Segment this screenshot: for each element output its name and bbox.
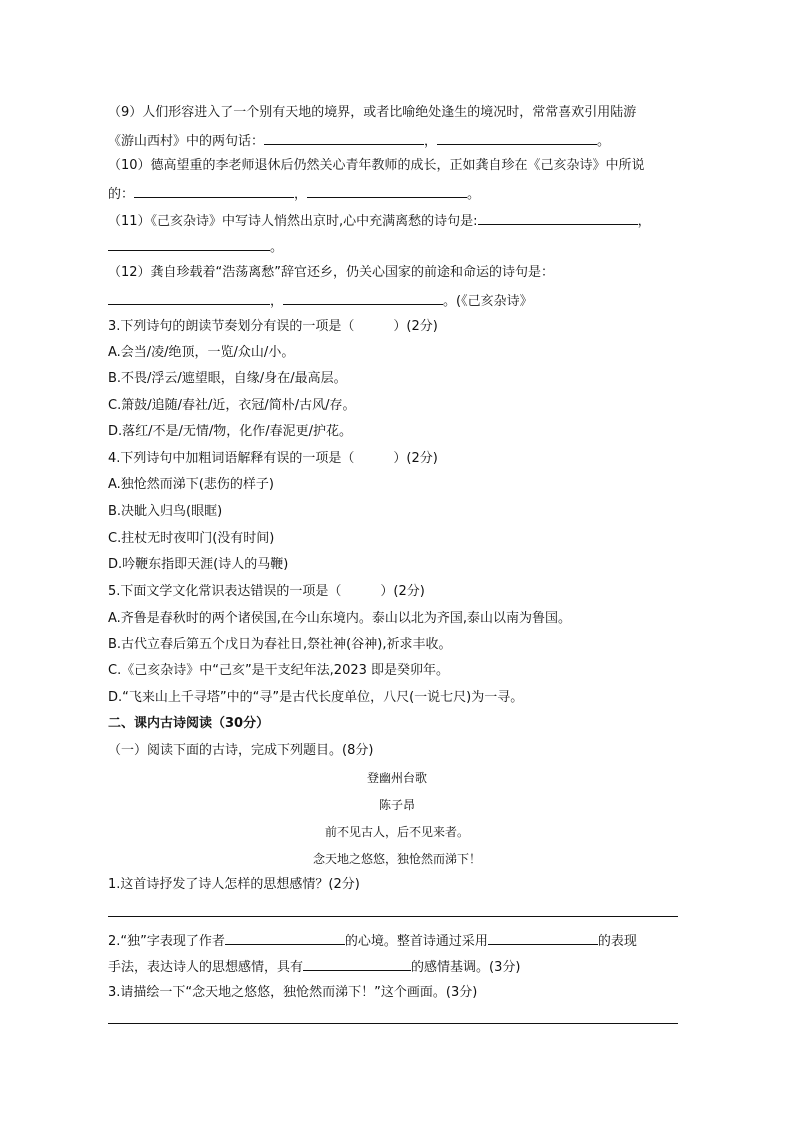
question-4-option-a[interactable]: A.独怆然而涕下(悲伤的样子) xyxy=(108,477,274,492)
answer-blank[interactable] xyxy=(264,131,424,145)
poem-question-2-text: 的表现 xyxy=(597,934,637,949)
question-4-option-d[interactable]: D.吟鞭东指即天涯(诗人的马鞭) xyxy=(108,557,289,572)
answer-blank[interactable] xyxy=(437,131,597,145)
question-4-stem: 4.下列诗句中加粗词语解释有误的一项是（ ）(2分) xyxy=(108,451,438,466)
answer-line[interactable] xyxy=(108,1023,678,1024)
question-3-option-a[interactable]: A.会当/凌/绝顶，一览/众山/小。 xyxy=(108,345,295,360)
answer-line[interactable] xyxy=(108,916,678,917)
poem-question-2-text: 的心境。整首诗通过采用 xyxy=(344,934,488,949)
comma: ， xyxy=(637,214,651,229)
question-5-option-d[interactable]: D.“飞来山上千寻塔”中的“寻”是古代长度单位，八尺(一说七尺)为一寻。 xyxy=(108,690,524,705)
poem-line-1: 前不见古人，后不见来者。 xyxy=(324,825,469,839)
subsection-1-heading: （一）阅读下面的古诗，完成下列题目。(8分) xyxy=(108,743,374,758)
poem-question-2-line-1 xyxy=(108,931,637,951)
answer-blank[interactable] xyxy=(225,931,345,945)
question-10-line-2 xyxy=(108,184,480,204)
poem-question-1: 1.这首诗抒发了诗人怎样的思想感情？(2分) xyxy=(108,877,360,892)
answer-blank[interactable] xyxy=(303,957,411,971)
question-5-stem: 5.下面文学文化常识表达错误的一项是（ ）(2分) xyxy=(108,584,425,599)
question-4-option-b[interactable]: B.决眦入归鸟(眼眶) xyxy=(108,504,223,519)
poem-title: 登幽州台歌 xyxy=(366,771,427,785)
question-5-option-b[interactable]: B.古代立春后第五个戊日为春社日,祭社神(谷神),祈求丰收。 xyxy=(108,637,452,652)
source-note: 。(《己亥杂诗》 xyxy=(443,294,533,309)
question-11-text: （11）《己亥杂诗》中写诗人悄然出京时,心中充满离愁的诗句是: xyxy=(108,214,478,229)
question-9-text: 《游山西村》中的两句话： xyxy=(108,134,265,149)
period: 。 xyxy=(467,187,481,202)
comma: ， xyxy=(270,294,284,309)
question-11-line-2 xyxy=(108,237,283,257)
poem-question-2-text: 手法，表达诗人的思想感情，具有 xyxy=(108,960,304,975)
period: 。 xyxy=(270,240,284,255)
poem-author: 陈子昂 xyxy=(378,798,415,812)
question-4-option-c[interactable]: C.拄杖无时夜叩门(没有时间) xyxy=(108,531,275,546)
answer-blank[interactable] xyxy=(283,291,443,305)
poem-question-2-text: 2.“独”字表现了作者 xyxy=(108,934,225,949)
answer-blank[interactable] xyxy=(307,184,467,198)
poem-question-3: 3.请描绘一下“念天地之悠悠，独怆然而涕下！”这个画面。(3分) xyxy=(108,985,478,1000)
answer-blank[interactable] xyxy=(134,184,294,198)
section-2-heading: 二、课内古诗阅读（30分） xyxy=(108,716,270,731)
answer-blank[interactable] xyxy=(108,291,270,305)
answer-blank[interactable] xyxy=(108,237,270,251)
question-11-line-1 xyxy=(108,211,651,231)
question-12-line-2 xyxy=(108,291,533,311)
question-12-line-1: （12）龚自珍载着“浩荡离愁”辞官还乡，仍关心国家的前途和命运的诗句是： xyxy=(108,265,555,280)
comma: ， xyxy=(424,134,438,149)
question-10-text: 的： xyxy=(108,187,135,202)
poem-line-2: 念天地之悠悠，独怆然而涕下！ xyxy=(312,852,481,866)
question-9-line-2 xyxy=(108,131,610,151)
question-3-stem: 3.下列诗句的朗读节奏划分有误的一项是（ ）(2分) xyxy=(108,319,438,334)
answer-blank[interactable] xyxy=(488,931,598,945)
question-10-line-1: （10）德高望重的李老师退休后仍然关心青年教师的成长，正如龚自珍在《己亥杂诗》中所说 xyxy=(108,158,645,173)
question-3-option-d[interactable]: D.落红/不是/无情/物，化作/春泥更/护花。 xyxy=(108,424,353,439)
answer-blank[interactable] xyxy=(478,211,638,225)
comma: ， xyxy=(294,187,308,202)
question-5-option-a[interactable]: A.齐鲁是春秋时的两个诸侯国,在今山东境内。泰山以北为齐国,泰山以南为鲁国。 xyxy=(108,611,572,626)
poem-question-2-text: 的感情基调。(3分) xyxy=(411,960,521,975)
poem-question-2-line-2 xyxy=(108,957,520,977)
question-3-option-c[interactable]: C.箫鼓/追随/春社/近，衣冠/简朴/古风/存。 xyxy=(108,398,356,413)
question-3-option-b[interactable]: B.不畏/浮云/遮望眼，自缘/身在/最高层。 xyxy=(108,371,347,386)
period: 。 xyxy=(597,134,611,149)
question-9-line-1: （9）人们形容进入了一个别有天地的境界，或者比喻绝处逢生的境况时，常常喜欢引用陆游 xyxy=(108,105,637,120)
question-5-option-c[interactable]: C.《己亥杂诗》中“己亥”是干支纪年法,2023 即是癸卯年。 xyxy=(108,663,450,678)
